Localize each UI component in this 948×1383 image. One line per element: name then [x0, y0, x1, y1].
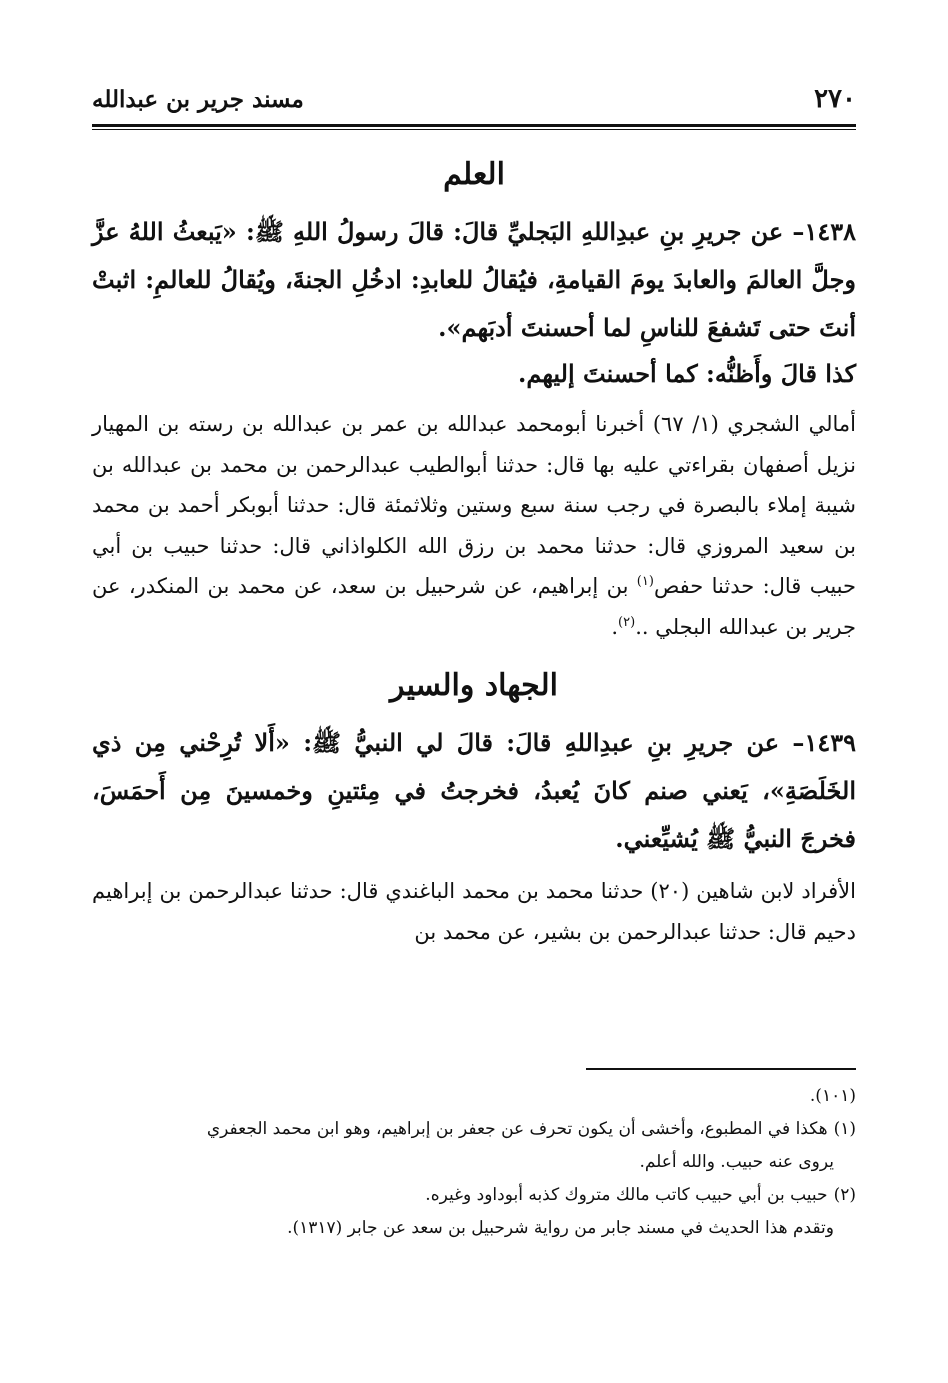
- main-text: [92, 148, 856, 952]
- footnote-1-mark: (١): [833, 1119, 856, 1139]
- footnote-rule: [586, 1068, 856, 1070]
- source-text-end: .: [611, 614, 619, 639]
- running-header: [92, 84, 856, 120]
- header-rule-thin: [92, 129, 856, 130]
- source-text-1439: الأفراد لابن شاهين (٢٠) حدثنا محمد بن محمد الباغندي قال: حدثنا عبدالرحمن بن إبراهيم دحيم قال: حدثنا عبدالرحمن بن بشير، عن محمد بن: [92, 879, 856, 944]
- footnote-2: [92, 1179, 856, 1212]
- footnote-1: [92, 1113, 856, 1146]
- footnotes: [92, 1068, 856, 1245]
- hadith-1438: ١٤٣٨– عن جريرِ بنِ عبدِاللهِ البَجليِّ قالَ: قالَ رسولُ اللهِ ﷺ: «يَبعثُ اللهُ عزَّ وجلَّ العالمَ والعابدَ يومَ القيامةِ، فيُقالُ للعابدِ: ادخُلِ الجنةَ، ويُقالُ للعالمِ: اثبتْ أنتَ حتى تَشفعَ للناسِ لما أحسنتَ أدبَهم».: [92, 217, 856, 342]
- footnote-continuation: (١٠١).: [809, 1086, 856, 1106]
- footnote-2-line-2: وتقدم هذا الحديث في مسند جابر من رواية شرحبيل بن سعد عن جابر (١٣١٧).: [287, 1218, 834, 1238]
- source-text-part-2: بن إبراهيم، عن شرحبيل بن سعد، عن محمد بن المنكدر، عن جرير بن عبدالله البجلي ..: [92, 574, 856, 639]
- footnote-ref-1[interactable]: (١): [636, 574, 654, 589]
- footnote-2-mark: (٢): [833, 1185, 856, 1205]
- source-text-part-1: أمالي الشجري (١/ ٦٧) أخبرنا أبومحمد عبدالله بن عمر بن عبدالله بن رسته بن المهيار نزيل أصفهان بقراءتي عليه بها قال: حدثنا أبوالطيب عبدالرحمن بن محمد بن عبدالله بن شيبة إملاء بالبصرة في رجب سنة سبع وستين وثلاثمئة قال: حدثنا أبوبكر أحمد بن محمد بن سعيد المروزي قال: حدثنا محمد بن رزق الله الكلواذاني قال: حدثنا حبيب بن أبي حبيب قال: حدثنا حفص: [92, 412, 856, 598]
- source-text-1438: [92, 404, 856, 647]
- section-heading-knowledge: العلم: [443, 157, 505, 192]
- page-number: ٢٧٠: [814, 84, 856, 114]
- running-title: مسند جرير بن عبدالله: [92, 86, 304, 113]
- footnote-1-line-2: يروى عنه حبيب. والله أعلم.: [639, 1152, 834, 1172]
- editor-note: كذا قالَ وأَظنُّه: كما أحسنتَ إليهم.: [518, 359, 856, 388]
- hadith-1439: ١٤٣٩– عن جريرِ بنِ عبدِاللهِ قالَ: قالَ لي النبيُّ ﷺ: «أَلا تُرِحْني مِن ذي الخَلَصَةِ»، يَعني صنم كانَ يُعبدُ، فخرجتُ في مِئتينِ وخمسينَ مِن أَحمَسَ، فخرجَ النبيُّ ﷺ يُشيِّعني.: [92, 728, 856, 853]
- footnote-ref-2[interactable]: (٢): [618, 614, 636, 630]
- section-heading-jihad: الجهاد والسير: [390, 668, 558, 703]
- footnote-2-line-1: حبيب بن أبي حبيب كاتب مالك متروك كذبه أبوداود وغيره.: [425, 1185, 828, 1205]
- footnote-1-line-1: هكذا في المطبوع، وأخشى أن يكون تحرف عن جعفر بن إبراهيم، وهو ابن محمد الجعفري: [206, 1119, 828, 1139]
- header-rule-thick: [92, 124, 856, 127]
